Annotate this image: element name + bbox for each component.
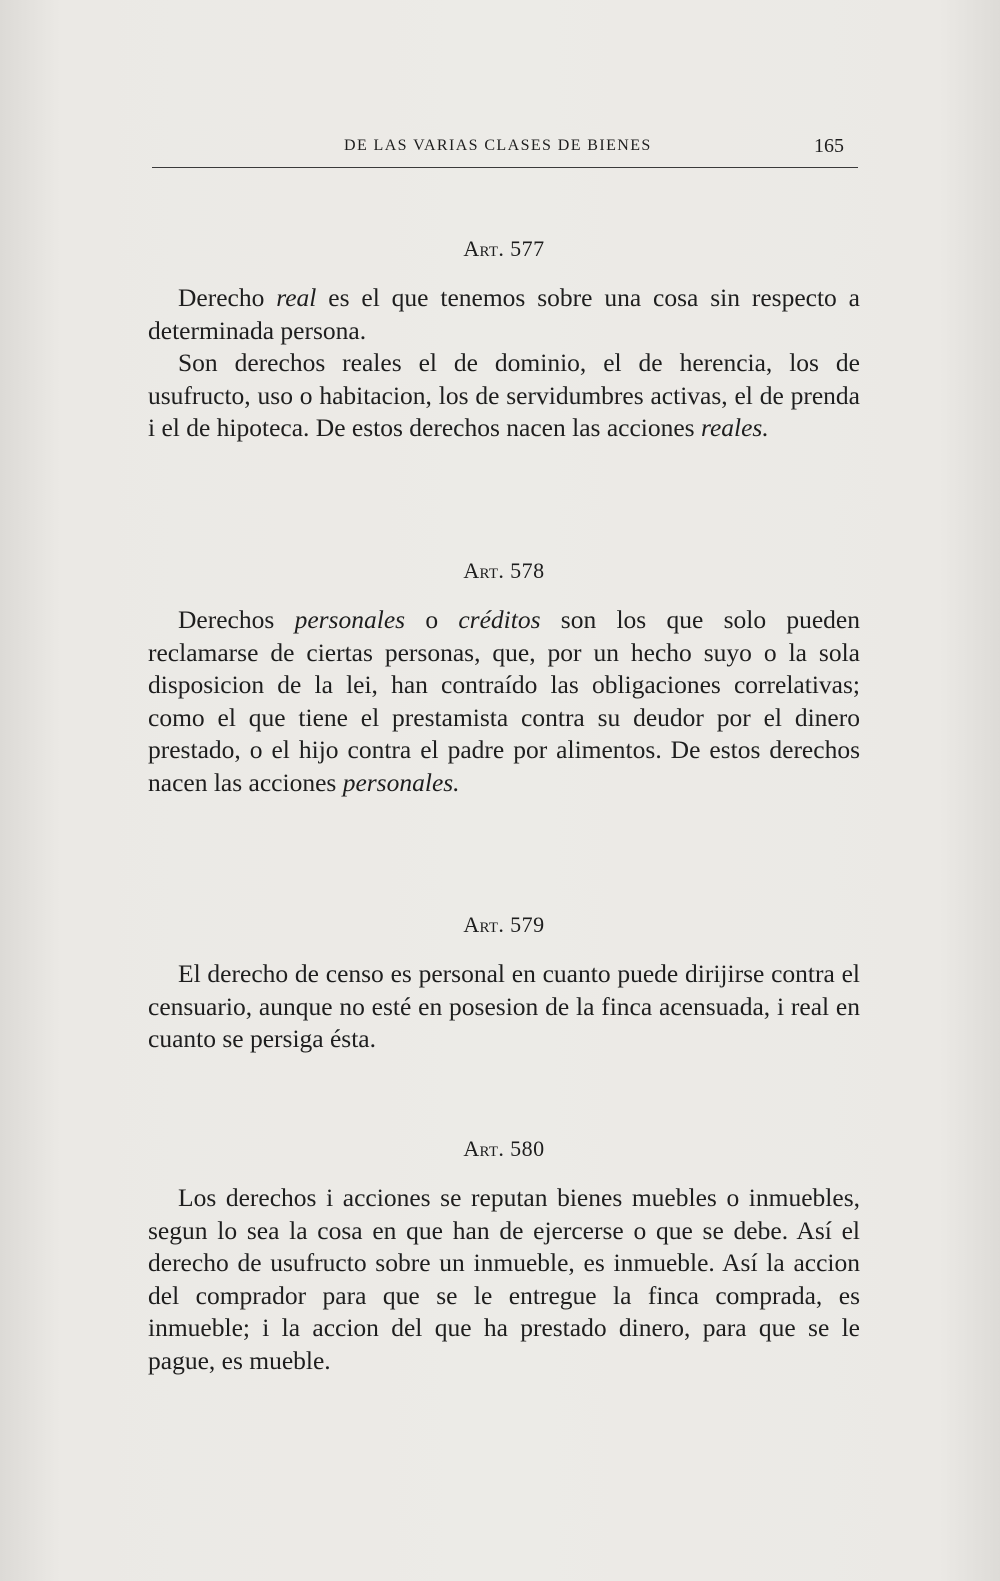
text-run: Son derechos reales el de dominio, el de herencia, los de usufructo, uso o habitacion, los de servidumbres activas, el de prenda i el de hipoteca. De estos derechos nacen las acciones [148, 348, 860, 442]
article-number: 580 [510, 1136, 545, 1161]
article-number: 578 [510, 558, 545, 583]
article-paragraph [148, 347, 860, 445]
article-578 [148, 558, 860, 799]
italic-term: reales. [700, 413, 769, 442]
article-label: Art. [463, 236, 505, 261]
article-580 [148, 1136, 860, 1377]
article-number: 579 [510, 912, 545, 937]
text-run: son los que solo pueden reclamarse de ciertas personas, que, por un hecho suyo o la sola disposicion de la lei, han contraído las obligaciones correlativas; como el que tiene el prestamista contra su deudor por el dinero prestado, o el hijo contra el padre por alimentos. De estos derechos nacen las acciones [148, 605, 860, 797]
article-label: Art. [463, 558, 505, 583]
article-paragraph [148, 958, 860, 1056]
page-number: 165 [814, 135, 844, 157]
text-run: Los derechos i acciones se reputan bienes muebles o inmuebles, segun lo sea la cosa en que han de ejercerse o que se debe. Así el derecho de usufructo sobre un inmueble, es inmueble. Así la accion del comprador para que se le entregue la finca comprada, es inmueble; i la accion del que ha prestado dinero, para que se le pague, es mueble. [148, 1183, 860, 1375]
article-paragraph [148, 604, 860, 799]
italic-term: personales [294, 605, 406, 634]
article-heading [148, 912, 860, 938]
article-577 [148, 236, 860, 445]
article-paragraph [148, 1182, 860, 1377]
article-number: 577 [510, 236, 545, 261]
article-heading [148, 236, 860, 262]
article-heading [148, 558, 860, 584]
article-paragraph [148, 282, 860, 347]
italic-term: real [276, 283, 317, 312]
italic-term: personales. [342, 767, 460, 797]
article-heading [148, 1136, 860, 1162]
text-run: Derecho [178, 283, 277, 312]
article-579 [148, 912, 860, 1056]
article-label: Art. [463, 1136, 505, 1161]
text-run: Derechos [178, 605, 295, 634]
text-run: o [405, 605, 459, 634]
text-run: es el que tenemos sobre una cosa sin respecto a determinada persona. [148, 283, 860, 345]
text-run: El derecho de censo es personal en cuanto puede dirijirse contra el censuario, aunque no esté en posesion de la finca acensuada, i real en cuanto se persiga ésta. [148, 959, 860, 1053]
running-head: DE LAS VARIAS CLASES DE BIENES [344, 137, 652, 154]
page-header [152, 137, 858, 168]
article-label: Art. [463, 912, 505, 937]
italic-term: créditos [458, 605, 541, 634]
